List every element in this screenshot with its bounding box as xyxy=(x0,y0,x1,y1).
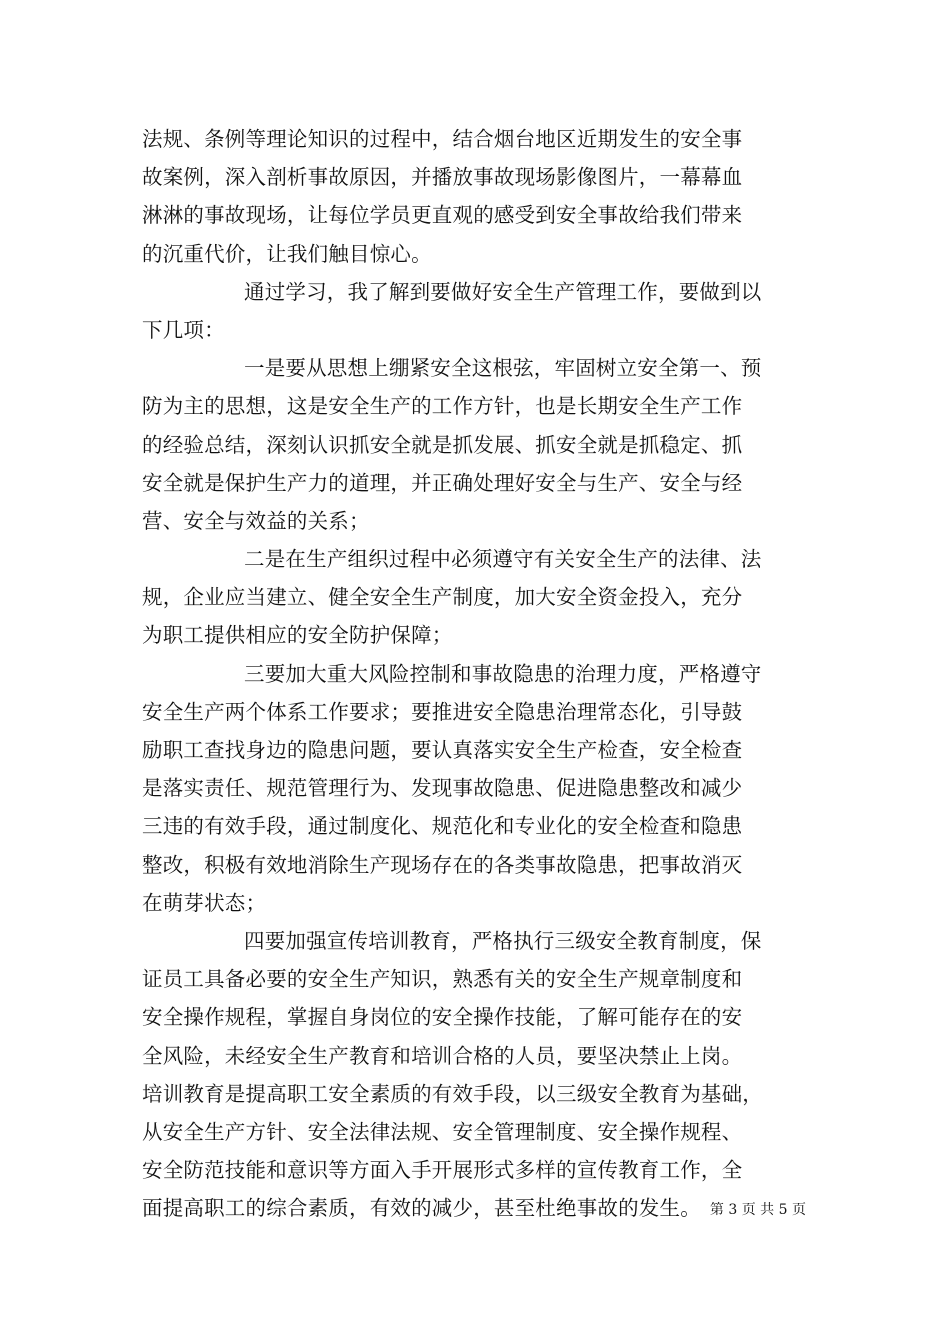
text-line: 证员工具备必要的安全生产知识，熟悉有关的安全生产规章制度和 xyxy=(142,967,743,992)
text-line: 是落实责任、规范管理行为、发现事故隐患、促进隐患整改和减少 xyxy=(142,776,743,801)
text-line: 规，企业应当建立、健全安全生产制度，加大安全资金投入，充分 xyxy=(142,585,743,610)
text-line: 淋淋的事故现场，让每位学员更直观的感受到安全事故给我们带来 xyxy=(142,203,743,228)
text-line: 励职工查找身边的隐患问题，要认真落实安全生产检查，安全检查 xyxy=(142,738,743,762)
paragraph-first-line: 一是要从思想上绷紧安全这根弦，牢固树立安全第一、预 xyxy=(244,356,762,381)
text-line: 在萌芽状态； xyxy=(142,890,267,915)
paragraph-first-line: 四要加强宣传培训教育，严格执行三级安全教育制度，保 xyxy=(244,928,762,953)
page-number-footer: 第 3 页 共 5 页 xyxy=(709,1202,806,1218)
text-line: 下几项： xyxy=(142,317,225,342)
text-line: 整改，积极有效地消除生产现场存在的各类事故隐患，把事故消灭 xyxy=(142,852,743,877)
paragraph-first-line: 三要加大重大风险控制和事故隐患的治理力度，严格遵守 xyxy=(244,661,762,686)
text-line: 安全操作规程，掌握自身岗位的安全操作技能，了解可能存在的安 xyxy=(142,1005,743,1030)
text-line: 的沉重代价，让我们触目惊心。 xyxy=(142,241,432,266)
text-line: 面提高职工的综合素质，有效的减少，甚至杜绝事故的发生。 xyxy=(142,1196,701,1221)
text-line: 全风险，未经安全生产教育和培训合格的人员，要坚决禁止上岗。 xyxy=(142,1043,743,1068)
text-line: 的经验总结，深刻认识抓安全就是抓发展、抓安全就是抓稳定、抓 xyxy=(142,432,743,457)
text-line: 安全防范技能和意识等方面入手开展形式多样的宣传教育工作，全 xyxy=(142,1158,743,1183)
document-body xyxy=(142,120,810,1227)
text-line: 防为主的思想，这是安全生产的工作方针，也是长期安全生产工作 xyxy=(142,394,743,419)
text-line: 安全就是保护生产力的道理，并正确处理好安全与生产、安全与经 xyxy=(142,470,743,495)
text-line: 培训教育是提高职工安全素质的有效手段，以三级安全教育为基础， xyxy=(142,1081,763,1106)
paragraph-first-line: 二是在生产组织过程中必须遵守有关安全生产的法律、法 xyxy=(244,547,762,572)
text-line: 故案例，深入剖析事故原因，并播放事故现场影像图片，一幕幕血 xyxy=(142,165,743,190)
text-line: 为职工提供相应的安全防护保障； xyxy=(142,623,453,648)
text-line: 从安全生产方针、安全法律法规、安全管理制度、安全操作规程、 xyxy=(142,1119,743,1144)
text-line: 营、安全与效益的关系； xyxy=(142,508,370,533)
paragraph-first-line: 通过学习，我了解到要做好安全生产管理工作，要做到以 xyxy=(244,279,762,304)
text-line: 法规、条例等理论知识的过程中，结合烟台地区近期发生的安全事 xyxy=(142,127,743,151)
text-line: 安全生产两个体系工作要求；要推进安全隐患治理常态化，引导鼓 xyxy=(142,699,743,724)
text-line: 三违的有效手段，通过制度化、规范化和专业化的安全检查和隐患 xyxy=(142,814,743,839)
